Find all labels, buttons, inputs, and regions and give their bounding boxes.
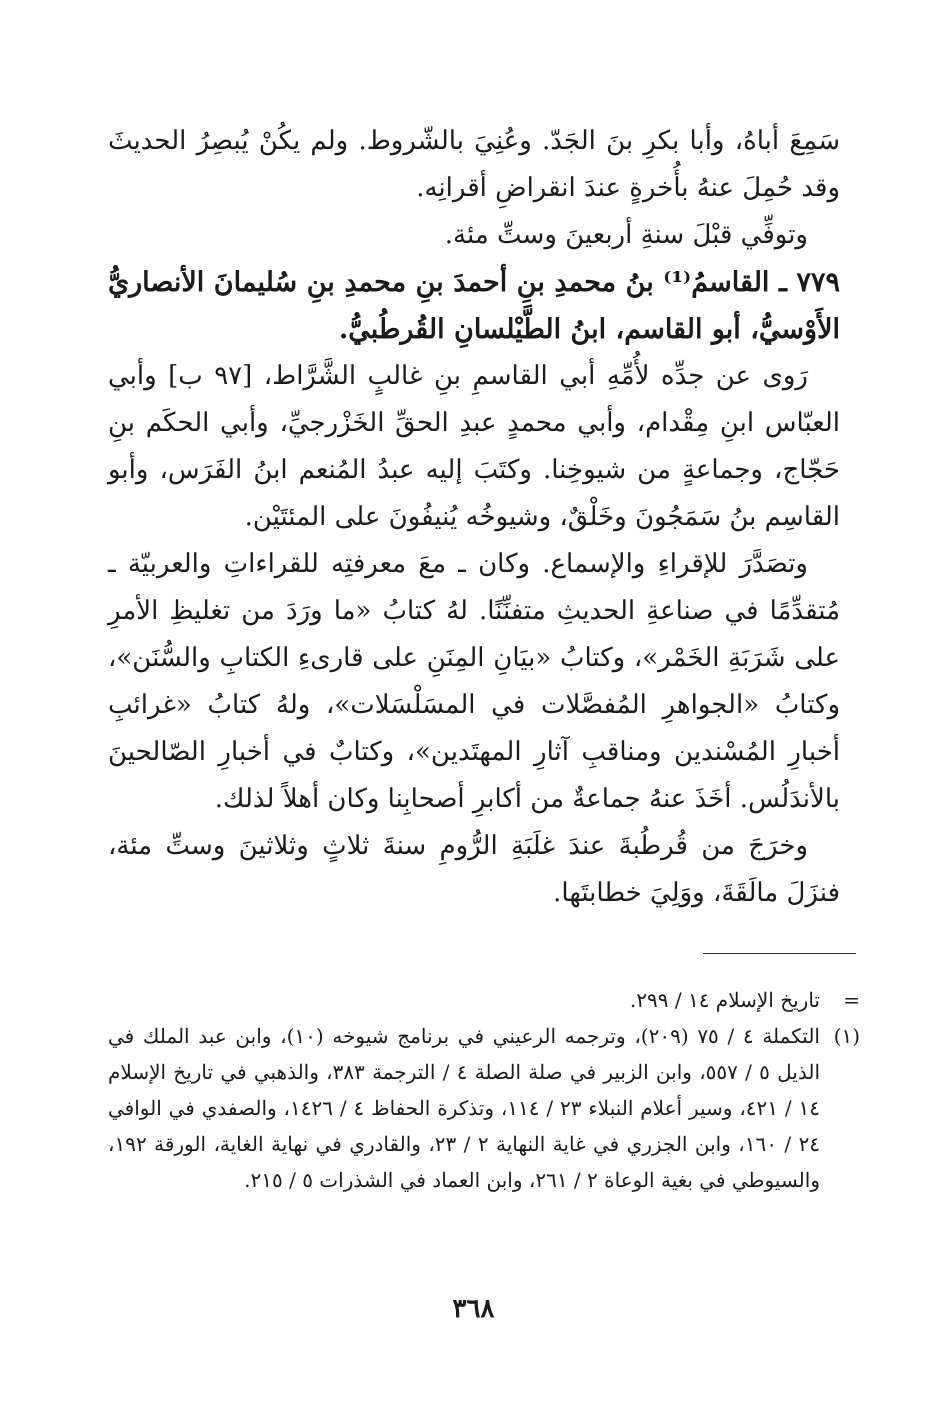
footnote-continuation — [108, 982, 860, 1018]
entry-title: القاسمُ⁽¹⁾ بنُ محمدِ بنِ أحمدَ بنِ محمدِ بنِ سُليمانَ الأنصاريُّ الأَوْسيُّ، أبو القاسم، ابنُ الطَّيْلسانِ القُرطُبيُّ. — [108, 267, 840, 345]
page-number: ٣٦٨ — [452, 1294, 495, 1324]
footnote-1-text: التكملة ٤ / ٧٥ (٢٠٩)، وترجمه الرعيني في برنامج شيوخه (١٠)، وابن عبد الملك في الذيل ٥ / ٥٥٧، وابن الزبير في صلة الصلة ٤ / الترجمة ٣٨٣، والذهبي في تاريخ الإسلام ١٤ / ٤٢١، وسير أعلام النبلاء ٢٣ / ١١٤، وتذكرة الحفاظ ٤ / ١٤٢٦، والصفدي في الوافي ٢٤ / ١٦٠، وابن الجزري في غاية النهاية ٢ / ٢٣، والقادري في نهاية الغاية، الورقة ١٩٢، والسيوطي في بغية الوعاة ٢ / ٢٦١، وابن العماد في الشذرات ٥ / ٢١٥. — [108, 1024, 821, 1192]
entry-heading — [108, 259, 840, 353]
footnote-1 — [108, 1018, 860, 1198]
footnote-1-mark: (١) — [833, 1024, 860, 1048]
continuation-mark: = — [843, 988, 860, 1012]
paragraph-5: وخرَجَ من قُرطُبةَ عندَ غلَبَةِ الرُّومِ سنةَ ثلاثٍ وثلاثينَ وستِّ مئة، فنزَلَ مالَقَةَ، ووَلِيَ خطابتَها. — [108, 831, 840, 908]
paragraph-2: وتوفِّي قبْلَ سنةِ أربعينَ وستِّ مئة. — [444, 220, 808, 250]
continuation-text: تاريخ الإسلام ١٤ / ٢٩٩. — [629, 988, 820, 1012]
footnotes — [108, 982, 860, 1198]
paragraph-1: سَمِعَ أباهُ، وأبا بكرِ بنَ الجَدّ. وعُنِيَ بالشّروط. ولم يكُنْ يُبصِرُ الحديثَ وقد حُمِلَ عنهُ بأُخرةٍ عندَ انقراضِ أقرانِه. — [108, 126, 840, 203]
footnote-separator — [703, 953, 856, 954]
paragraph-4: وتصَدَّرَ للإقراءِ والإسماع. وكان ـ معَ معرفتِه للقراءاتِ والعربيّة ـ مُتقدِّمًا في صناعةِ الحديثِ متفنِّنًا. لهُ كتابُ «ما ورَدَ من تغليظِ الأمرِ على شَرَبَةِ الخَمْر»، وكتابُ «بيَانِ المِنَنِ على قارىءِ الكتابِ والسُّنَن»، وكتابُ «الجواهرِ المُفصَّلات في المسَلْسَلات»، ولهُ كتابُ «غرائبِ أخبارِ المُسْندين ومناقبِ آثارِ المهتَدين»، وكتابٌ في أخبارِ الصّالحينَ بالأندَلُس. أخَذَ عنهُ جماعةٌ من أكابرِ أصحابِنا وكان أهلاً لذلك. — [108, 549, 840, 814]
paragraph-3: رَوى عن جدِّه لأُمِّهِ أبي القاسمِ بنِ غالبٍ الشَّرَّاط، [٩٧ ب] وأبي العبّاس ابنِ مِقْدام، وأبي محمدٍ عبدِ الحقِّ الخَزْرجيِّ، وأبي الحكَم بنِ حَجّاج، وجماعةٍ من شيوخِنا. وكتَبَ إليه عبدُ المُنعم ابنُ الفَرَس، وأبو القاسِم بنُ سَمَجُونَ وخَلْقٌ، وشيوخُه يُنيفُونَ على المئتَيْن. — [108, 361, 840, 532]
main-text — [108, 118, 840, 917]
entry-number: ٧٧٩ ـ — [779, 267, 840, 298]
